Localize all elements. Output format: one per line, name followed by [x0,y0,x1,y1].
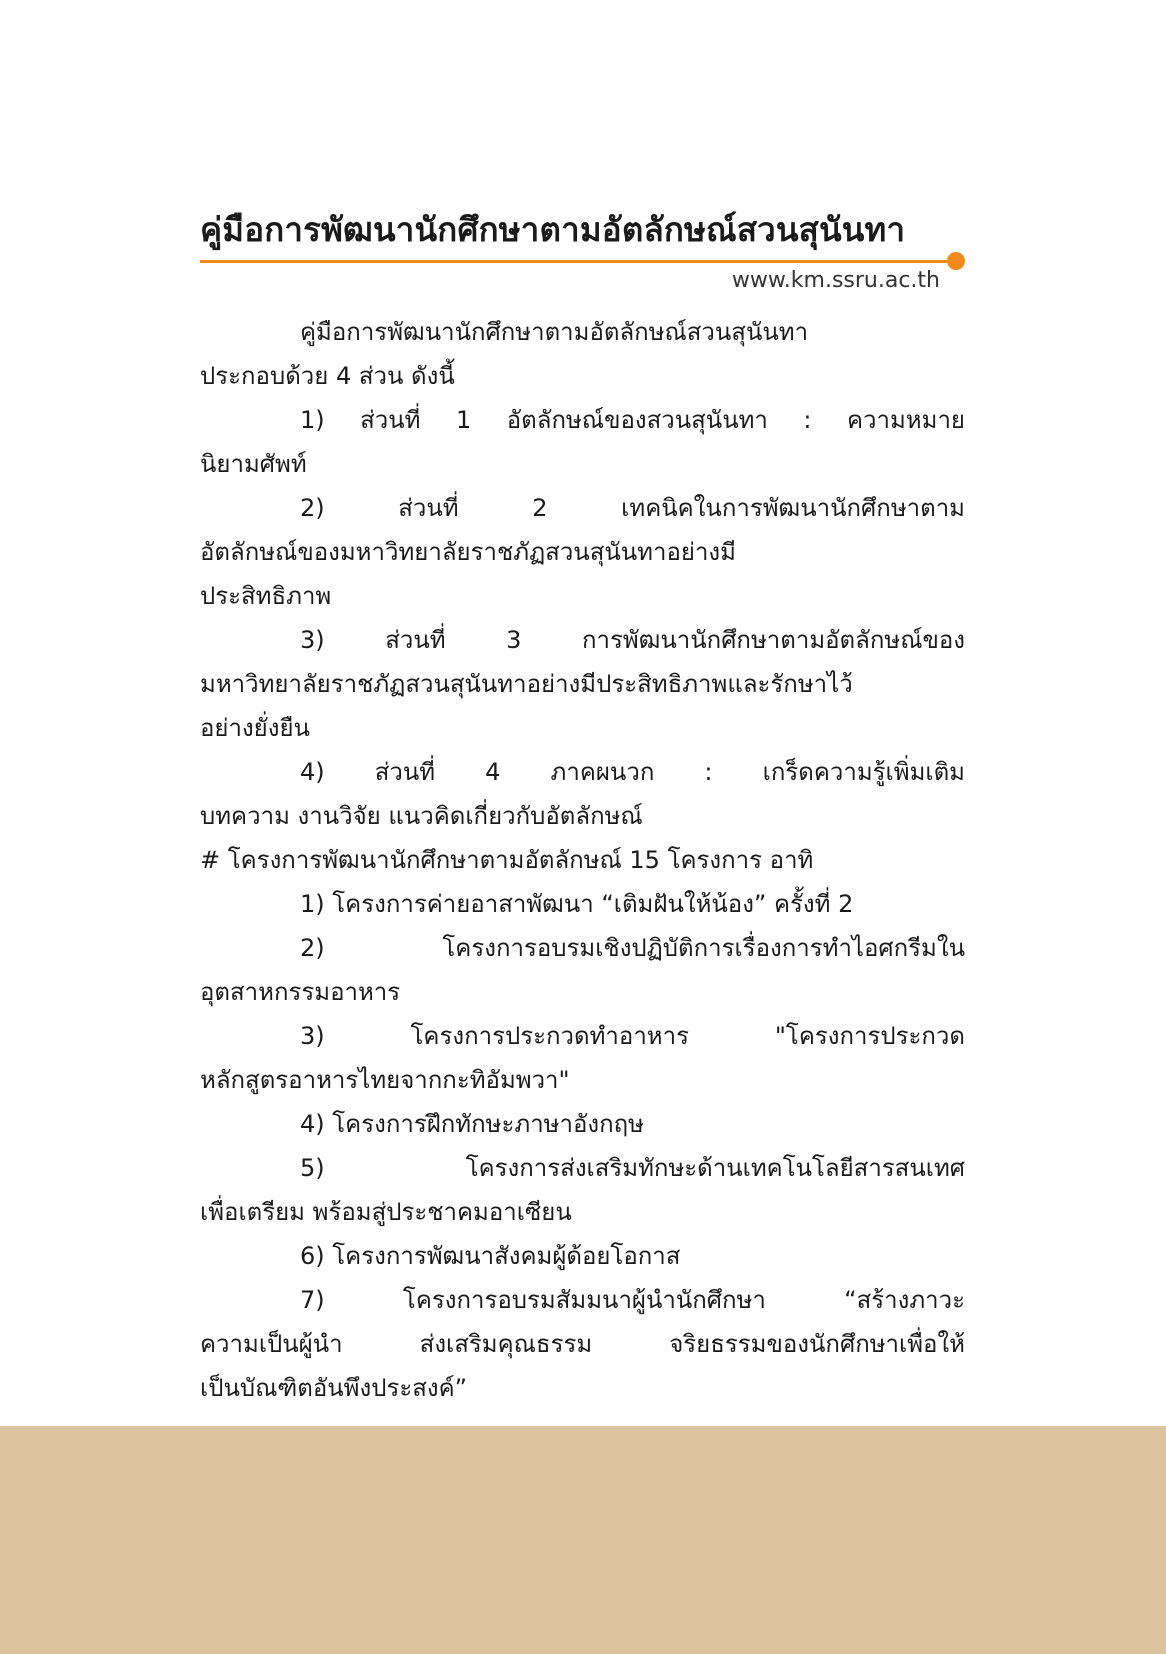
paragraph-line: บทความ งานวิจัย แนวคิดเกี่ยวกับอัตลักษณ์ [200,802,643,830]
paragraph-line: 4) โครงการฝึกทักษะภาษาอังกฤษ [300,1110,644,1138]
page-title: คู่มือการพัฒนานักศึกษาตามอัตลักษณ์สวนสุนันทา [200,210,906,249]
paragraph-line: นิยามศัพท์ [200,450,307,478]
paragraph-line: คู่มือการพัฒนานักศึกษาตามอัตลักษณ์สวนสุนันทา [300,318,809,346]
paragraph-line: 1) ส่วนที่ 1 อัตลักษณ์ของสวนสุนันทา : ความหมาย [300,406,965,434]
paragraph-line: ประกอบด้วย 4 ส่วน ดังนี้ [200,362,455,390]
paragraph-line: อัตลักษณ์ของมหาวิทยาลัยราชภัฏสวนสุนันทาอย่างมี [200,538,736,566]
footer-band [0,1426,1166,1654]
paragraph-line: ประสิทธิภาพ [200,582,332,610]
paragraph-line: 3) โครงการประกวดทำอาหาร "โครงการประกวด [300,1022,965,1050]
paragraph-line: มหาวิทยาลัยราชภัฏสวนสุนันทาอย่างมีประสิทธิภาพและรักษาไว้ [200,670,853,698]
title-accent-dot [947,252,965,270]
body-text [200,310,965,1410]
paragraph-line: 7) โครงการอบรมสัมมนาผู้นำนักศึกษา “สร้างภาวะ [300,1286,965,1314]
paragraph-line: เป็นบัณฑิตอันพึงประสงค์” [200,1374,468,1402]
paragraph-line: หลักสูตรอาหารไทยจากกะทิอัมพวา" [200,1066,570,1094]
paragraph-line: อย่างยั่งยืน [200,714,310,742]
paragraph-line: 2) ส่วนที่ 2 เทคนิคในการพัฒนานักศึกษาตาม [300,494,965,522]
paragraph-line: 4) ส่วนที่ 4 ภาคผนวก : เกร็ดความรู้เพิ่มเติม [300,758,965,786]
paragraph-line: 1) โครงการค่ายอาสาพัฒนา “เติมฝันให้น้อง” ครั้งที่ 2 [300,890,854,918]
site-url: www.km.ssru.ac.th [731,268,940,293]
paragraph-line: # โครงการพัฒนานักศึกษาตามอัตลักษณ์ 15 โครงการ อาทิ [200,846,814,874]
paragraph-line: 6) โครงการพัฒนาสังคมผู้ด้อยโอกาส [300,1242,681,1270]
paragraph-line: 5) โครงการส่งเสริมทักษะด้านเทคโนโลยีสารสนเทศ [300,1154,965,1182]
title-underline [200,260,952,263]
paragraph-line: อุตสาหกรรมอาหาร [200,978,401,1006]
paragraph-line: เพื่อเตรียม พร้อมสู่ประชาคมอาเซียน [200,1198,572,1226]
paragraph-line: 3) ส่วนที่ 3 การพัฒนานักศึกษาตามอัตลักษณ์ของ [300,626,965,654]
paragraph-line: ความเป็นผู้นำ ส่งเสริมคุณธรรม จริยธรรมของนักศึกษาเพื่อให้ [200,1330,965,1358]
paragraph-line: 2) โครงการอบรมเชิงปฏิบัติการเรื่องการทำไอศกรีมใน [300,934,965,962]
